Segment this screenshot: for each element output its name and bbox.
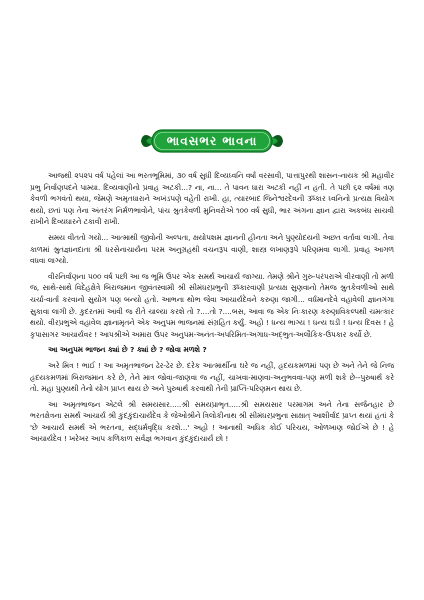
question-heading: આ અનુપમ ભાજન ક્યાં છે ? ક્યાં છે ? જોવા મળશે ?	[48, 345, 207, 355]
body-text	[30, 170, 394, 449]
paragraph-4: અરે મિત્ર ! ભાઈ ! આ અમૃતભાજન ઢેર-ઢેર છે. દરેક આત્માર્થીના ઘરે જ નહીં, હૃદયકમળમાં પણ છે અને તેને જે નિજ હૃદયકમળમાં બિરાજમાન કરે છે, તેને માત્ર જોવા-જાણવા જ નહીં, ચાખવા-માણવા-અનુભવવા-પણ મળી શકે છે--પુરુષાર્થ કરે તો. મહા પુણ્યથી તેનો યોગ પ્રાપ્ત થાય છે અને પુરુષાર્થ કરવાથી તેની પ્રાપ્તિ-પરિણમન થાય છે.	[30, 360, 394, 394]
paragraph-1: આજથી ૨૫૨૫ વર્ષ પહેલાં આ ભરતભૂમિમાં, ૩૦ વર્ષ સુધી દિવ્યધ્વનિ વર્ષા વરસાવી, પાત્તાપુરથી શાસન-નાયક શ્રી મહાવીર પ્રભુ નિર્વાણપદને પામ્યા. દિવ્યવાણીનો પ્રવાહ અટકી...? ના, ના... તે પાવન ધારા અટકી નહીં ન હતી. તે પછી ૬૨ વર્ષમાં ત્રણ કેવળી ભગવંતો થયા, જેમણે અમૃતધારાને અખંડપણે વહેતી રાખી. હા, ત્યારબાદ જિનેશ્વરદેવની ૐકાર ધ્વનિનો પ્રત્યક્ષ વિયોગ થયો, છતાં પણ તેના અંતરંગ નિર્મળભાવોને, પાંચ શ્રુતકેવળી મુનિવરોએ ૧૦૦ વર્ષ સુધી, ભાર અંગના જ્ઞાન દ્વારા અકબંધ સાચવી રાખીને દિવ્યધારને ટકાવી રાખી.	[30, 171, 394, 227]
title-banner	[140, 128, 284, 154]
paragraph-5: આ અમૃતભાજન એટલે શ્રી સમયસાર.....શ્રી સમયપ્રાભૃત.....શ્રી સમયસાર પરમાગમ અને તેના સર્જનહાર છે ભરતક્ષેત્રના સમર્થ આચાર્ય શ્રી કુંદકુંદાચાર્યદેવ કે જેઓશ્રીને ત્રિલોકીનાથ શ્રી સીમંધરપ્રભુના સાક્ષાત્ આશીર્વાદ પ્રાપ્ત થયાં હતાં કે 'છે આચાર્ય સમર્થ એ ભરતના, સદ્ધર્મવૃદ્ધિ કરશે...' અહો ! આનાથી અધિક કોઈ પરિચય, ઓળખાણ જોઈએ છે ! હે આચાર્યદેવ ! ખરેખર આપ કળિકાળ સર્વજ્ઞ ભગવાન કુંદકુંદાચાર્ય છો !	[30, 399, 394, 444]
page-title: ભાવસભર ભાવના	[166, 133, 258, 148]
paragraph-2: સમય વીતતો ગયો... આત્માથી જીવોની અલ્પતા, ક્ષયોપશમ જ્ઞાનની હીનતા અને પુણ્યોદયની અછત વર્તાવા લાગી. તેવા કાળમાં શ્રુતજ્ઞાનદાતા શ્રી ધરસેનાચાર્યના પરમ અનુગ્રહથી વચનરૂપ વાણી, શાસ્ત્ર લખાણરૂપે પરિણમવા લાગી. પ્રવાહ આગળ વધવા લાગ્યો.	[30, 232, 394, 266]
paragraph-3: વીરનિર્વાણના ૫૦૦ વર્ષ પછી આ જ ભૂમિ ઉપર એક સમર્થ આચાર્ય જાગ્યા. તેમણે શ્રીને ગુરુ-પરંપરાએ વીરવાણી તો મળી જ, સાથે-સાથે વિદેહક્ષેત્રે બિરાજમાન જીવંતસ્વામી શ્રી સીમંધરપ્રભુની ૐકારવાણી પ્રત્યક્ષ સુણવાનો તેમજ શ્રુતકેવળીઓ સાથે ચર્ચા-વાર્તા કરવાનો સુયોગ પણ બન્યો હતો. આભના થોભ જેવા આચાર્યદેવને કરુણા જાગી... વર્ધમાનદેવે વહાવેલી જ્ઞાનગંગા સુકાવા લાગી છે. કુદરતમાં આવી જ રીતે ચાલ્યા કરશે તો ?....તો ?....બસ, આવા જ એક નિઃકારણ કરુણાવિકલ્પથી ચમત્કાર થયો. વીરપ્રભુએ વહાવેલ જ્ઞાનામૃતને એક અનુપમ ભાજનમાં સંગ્રહિત કર્યું. અહો ! ધન્ય ભાગ્ય ! ધન્ય ઘડી ! ધન્ય દિવસ ! હે કૃપાસાગર આચાર્યવર ! આપશ્રીએ અમારા ઉપર અનુપમ-અનંત-અપરિમિત-અગાધ-અદ્ભુત-અલૌકિક-ઉપકાર કર્યો છે.	[30, 271, 394, 339]
